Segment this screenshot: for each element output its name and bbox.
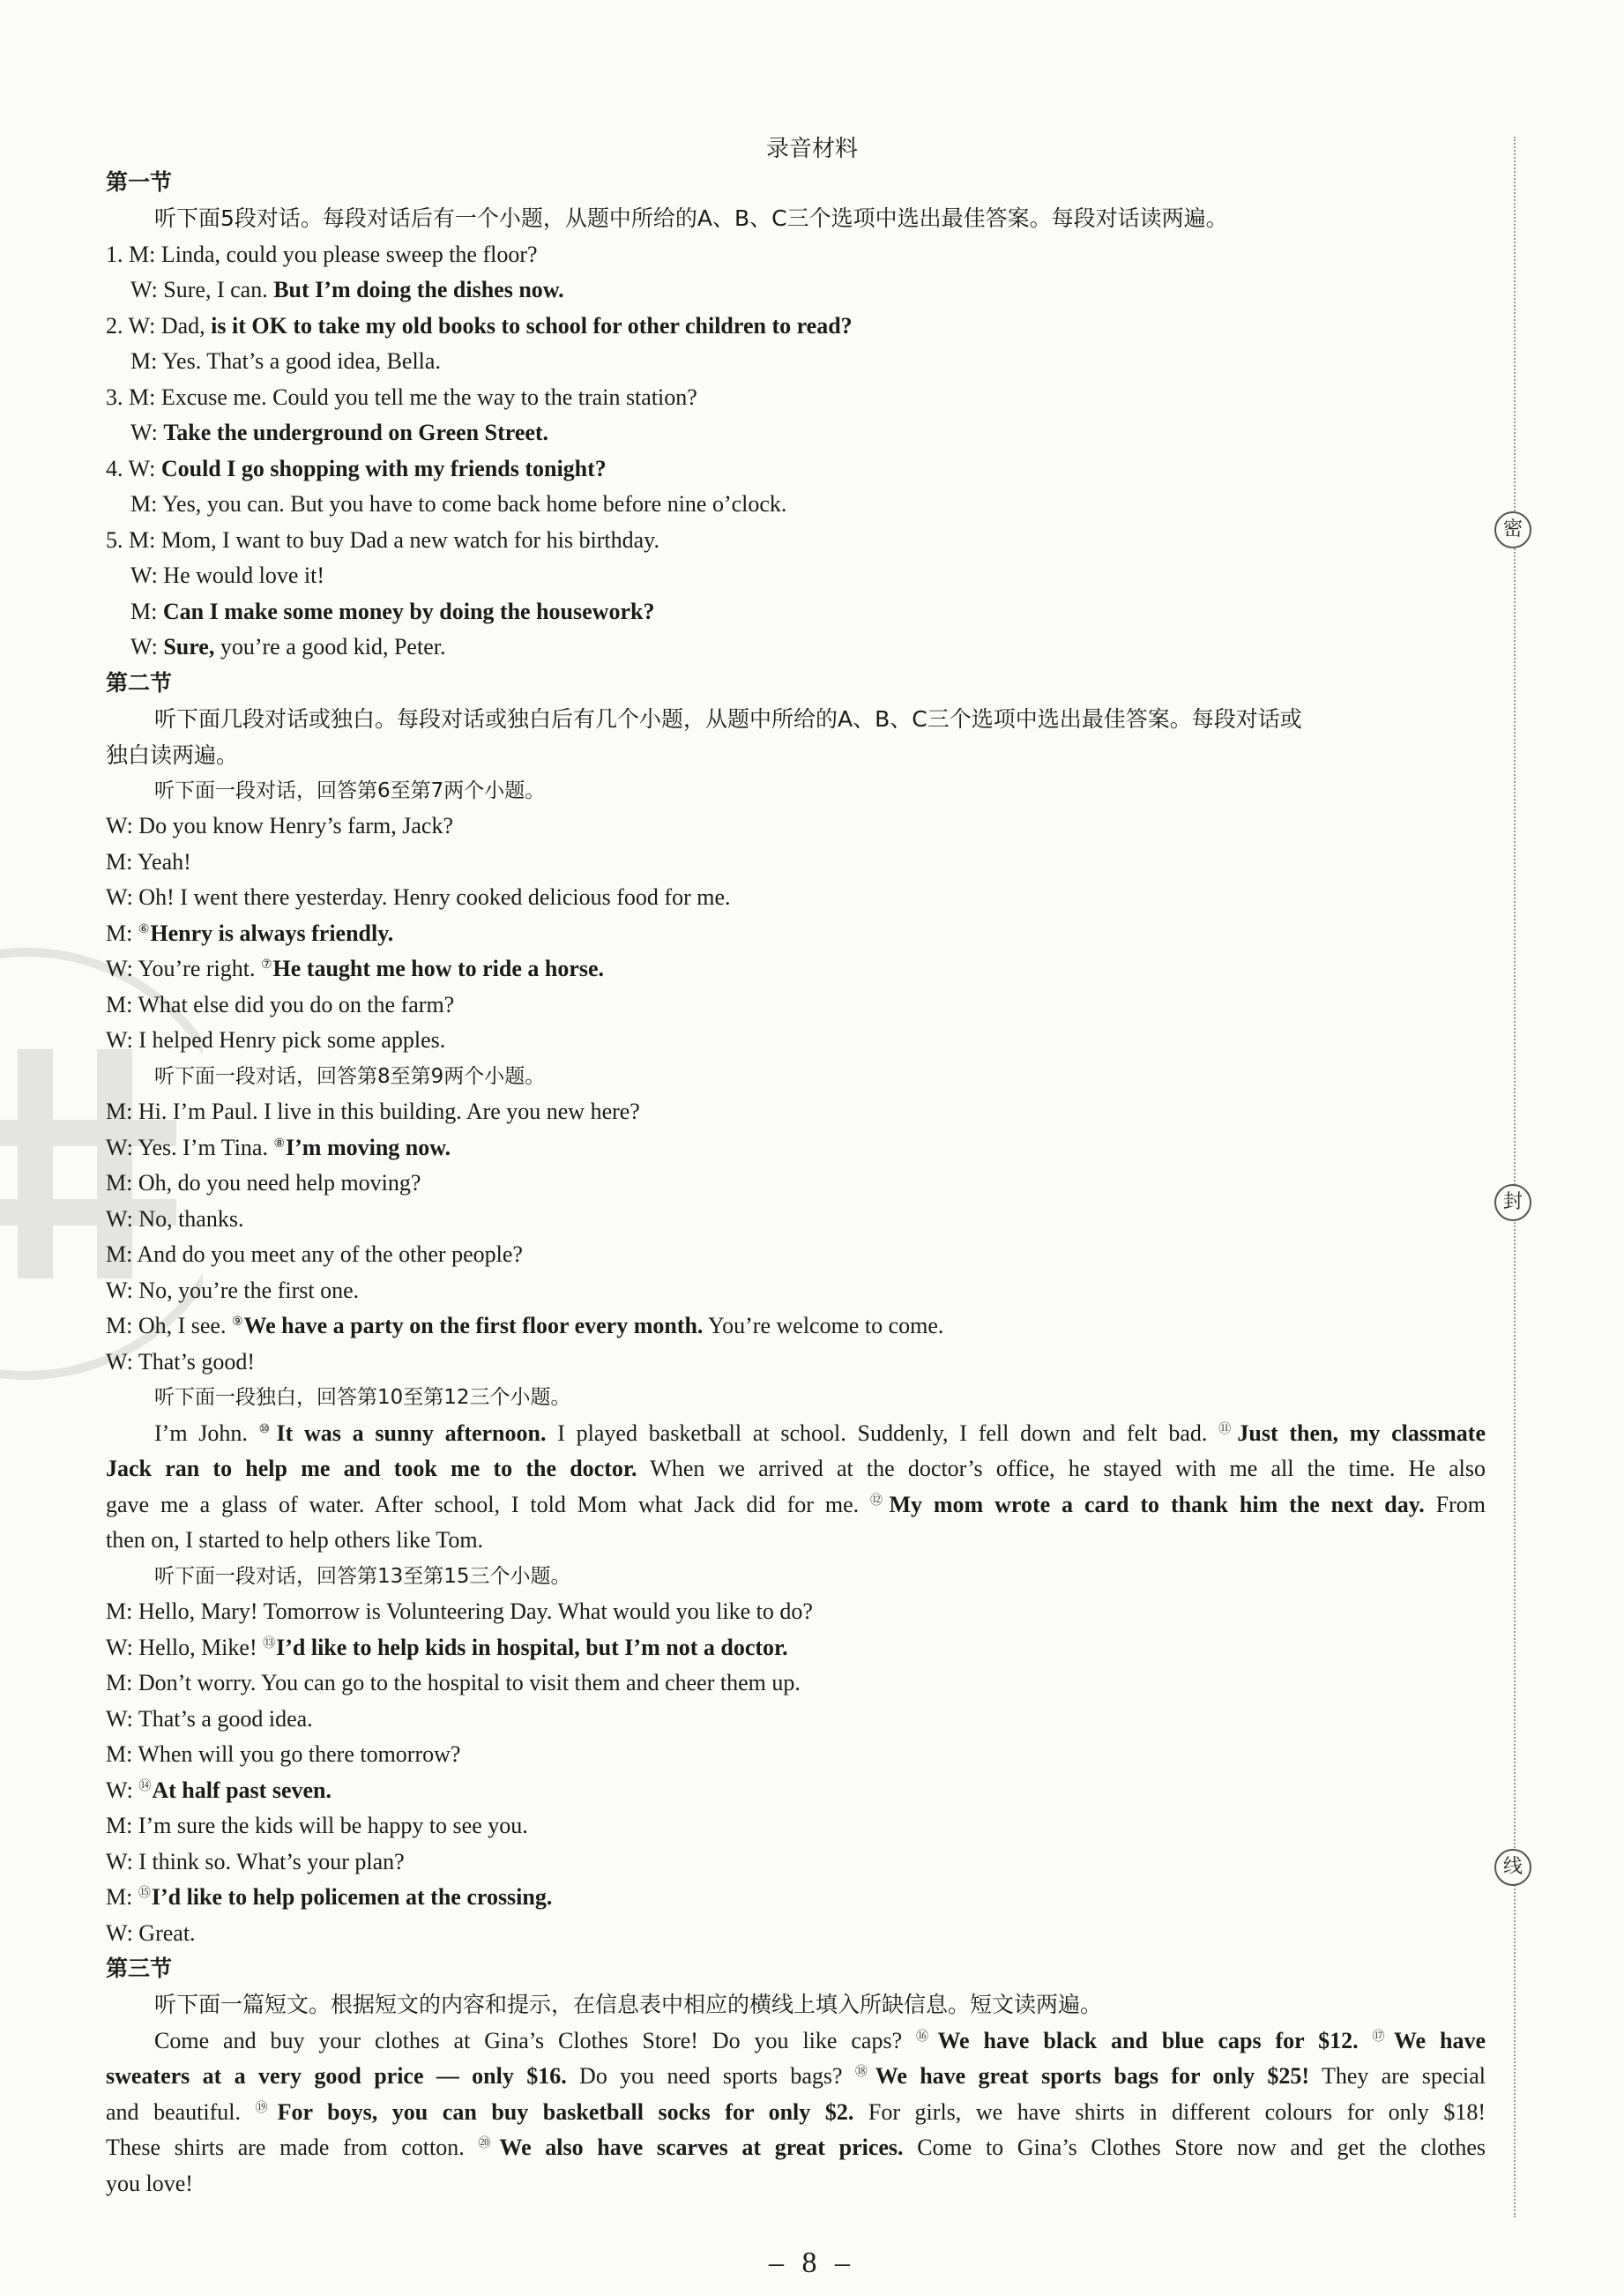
dialogue-line: W: You’re right. ⑦He taught me how to ride a horse. xyxy=(106,956,605,981)
dialogue-line: M: Hello, Mary! Tomorrow is Volunteering Day. What would you like to do? xyxy=(106,1598,813,1624)
dialogue-line: W: Yes. I’m Tina. ⑧I’m moving now. xyxy=(106,1135,451,1160)
dialogue-line: W: Hello, Mike! ⑬I’d like to help kids in hospital, but I’m not a doctor. xyxy=(106,1635,788,1660)
passage-line: These shirts are made from cotton. ⑳We also have scarves at great prices. Come to Gina’s Clothes Store now and get the clothes xyxy=(106,2135,1486,2160)
passage-line: you love! xyxy=(106,2171,193,2196)
binding-dotted-line xyxy=(1514,137,1516,2217)
dialogue-line: 5. M: Mom, I want to buy Dad a new watch for his birthday. xyxy=(106,527,659,553)
dialogue-line: M: ⑮I’d like to help policemen at the crossing. xyxy=(106,1884,553,1910)
dialogue-line: W: Do you know Henry’s farm, Jack? xyxy=(106,813,453,838)
section-2-instruction-cont: 独白读两遍。 xyxy=(106,742,239,768)
dialogue-line: W: Oh! I went there yesterday. Henry cooked delicious food for me. xyxy=(106,884,731,910)
monologue-line: then on, I started to help others like Tom. xyxy=(106,1527,484,1553)
monologue-line: gave me a glass of water. After school, I told Mom what Jack did for me. ⑫My mom wrote a card to thank him the next day. From xyxy=(106,1492,1486,1517)
section-3-heading: 第三节 xyxy=(106,1956,173,1981)
dialogue-line: 1. M: Linda, could you please sweep the floor? xyxy=(106,242,538,267)
dialogue-line: W: I think so. What’s your plan? xyxy=(106,1849,405,1874)
dialogue-line: M: Can I make some money by doing the housework? xyxy=(130,599,655,624)
dialogue-line: W: Sure, I can. But I’m doing the dishes now. xyxy=(130,277,564,302)
dialogue-line: 2. W: Dad, is it OK to take my old books to school for other children to read? xyxy=(106,313,853,339)
section-2-instruction: 听下面几段对话或独白。每段对话或独白后有几个小题，从题中所给的A、B、C三个选项中选出最佳答案。每段对话或 xyxy=(154,706,1302,732)
passage-line: and beautiful. ⑲For boys, you can buy basketball socks for only $2. For girls, we have shirts in different colours for only $18! xyxy=(106,2099,1486,2125)
binding-mark-mi: 密 xyxy=(1494,511,1531,548)
monologue-line: Jack ran to help me and took me to the doctor. When we arrived at the doctor’s office, he stayed with me all the time. He also xyxy=(106,1456,1486,1481)
dialogue-line: W: Great. xyxy=(106,1920,196,1946)
dialogue-line: M: ⑥Henry is always friendly. xyxy=(106,920,394,946)
dialogue-line: W: That’s a good idea. xyxy=(106,1706,313,1732)
sub-instruction: 听下面一段对话，回答第8至第9两个小题。 xyxy=(154,1065,546,1088)
binding-mark-feng: 封 xyxy=(1494,1184,1531,1221)
sub-instruction: 听下面一段独白，回答第10至第12三个小题。 xyxy=(154,1386,571,1409)
section-2-heading: 第二节 xyxy=(106,670,173,696)
dialogue-line: M: Yes, you can. But you have to come back home before nine o’clock. xyxy=(130,491,787,517)
monologue-line: I’m John. ⑩It was a sunny afternoon. I played basketball at school. Suddenly, I fell down and felt bad. ⑪Just then, my classmate xyxy=(154,1420,1486,1446)
sub-instruction: 听下面一段对话，回答第13至第15三个小题。 xyxy=(154,1565,571,1588)
dialogue-line: W: Sure, you’re a good kid, Peter. xyxy=(130,634,446,659)
dialogue-line: W: That’s good! xyxy=(106,1349,255,1375)
dialogue-line: M: I’m sure the kids will be happy to see you. xyxy=(106,1813,528,1838)
dialogue-line: M: Oh, I see. ⑨We have a party on the first floor every month. You’re welcome to come. xyxy=(106,1313,944,1338)
dialogue-line: 4. W: Could I go shopping with my friends tonight? xyxy=(106,456,607,481)
passage-line: sweaters at a very good price — only $16. Do you need sports bags? ⑱We have great sports bags for only $25! They are special xyxy=(106,2063,1486,2089)
dialogue-line: M: And do you meet any of the other people? xyxy=(106,1241,523,1267)
dialogue-line: M: Yes. That’s a good idea, Bella. xyxy=(130,348,441,374)
dialogue-line: W: ⑭At half past seven. xyxy=(106,1777,332,1803)
page-number: – 8 – xyxy=(769,2247,855,2279)
dialogue-line: W: Take the underground on Green Street. xyxy=(130,420,549,445)
dialogue-line: W: He would love it! xyxy=(130,563,324,588)
dialogue-line: W: No, thanks. xyxy=(106,1206,244,1232)
dialogue-line: M: Don’t worry. You can go to the hospital to visit them and cheer them up. xyxy=(106,1670,801,1695)
dialogue-line: M: Oh, do you need help moving? xyxy=(106,1170,421,1196)
section-1-heading: 第一节 xyxy=(106,169,173,195)
binding-mark-xian: 线 xyxy=(1494,1849,1531,1886)
dialogue-line: W: No, you’re the first one. xyxy=(106,1278,360,1303)
section-1-instruction: 听下面5段对话。每段对话后有一个小题，从题中所给的A、B、C三个选项中选出最佳答案。每段对话读两遍。 xyxy=(154,205,1228,231)
dialogue-line: M: Hi. I’m Paul. I live in this building. Are you new here? xyxy=(106,1099,640,1124)
dialogue-line: 3. M: Excuse me. Could you tell me the way to the train station? xyxy=(106,384,697,410)
page-title: 录音材料 xyxy=(765,136,858,162)
dialogue-line: M: What else did you do on the farm? xyxy=(106,992,455,1017)
passage-line: Come and buy your clothes at Gina’s Clothes Store! Do you like caps? ⑯We have black and blue caps for $12. ⑰We have xyxy=(154,2028,1486,2053)
section-3-instruction: 听下面一篇短文。根据短文的内容和提示，在信息表中相应的横线上填入所缺信息。短文读两遍。 xyxy=(154,1992,1103,2017)
dialogue-line: W: I helped Henry pick some apples. xyxy=(106,1027,446,1053)
dialogue-line: M: When will you go there tomorrow? xyxy=(106,1741,461,1767)
dialogue-line: M: Yeah! xyxy=(106,849,191,875)
sub-instruction: 听下面一段对话，回答第6至第7两个小题。 xyxy=(154,779,546,802)
